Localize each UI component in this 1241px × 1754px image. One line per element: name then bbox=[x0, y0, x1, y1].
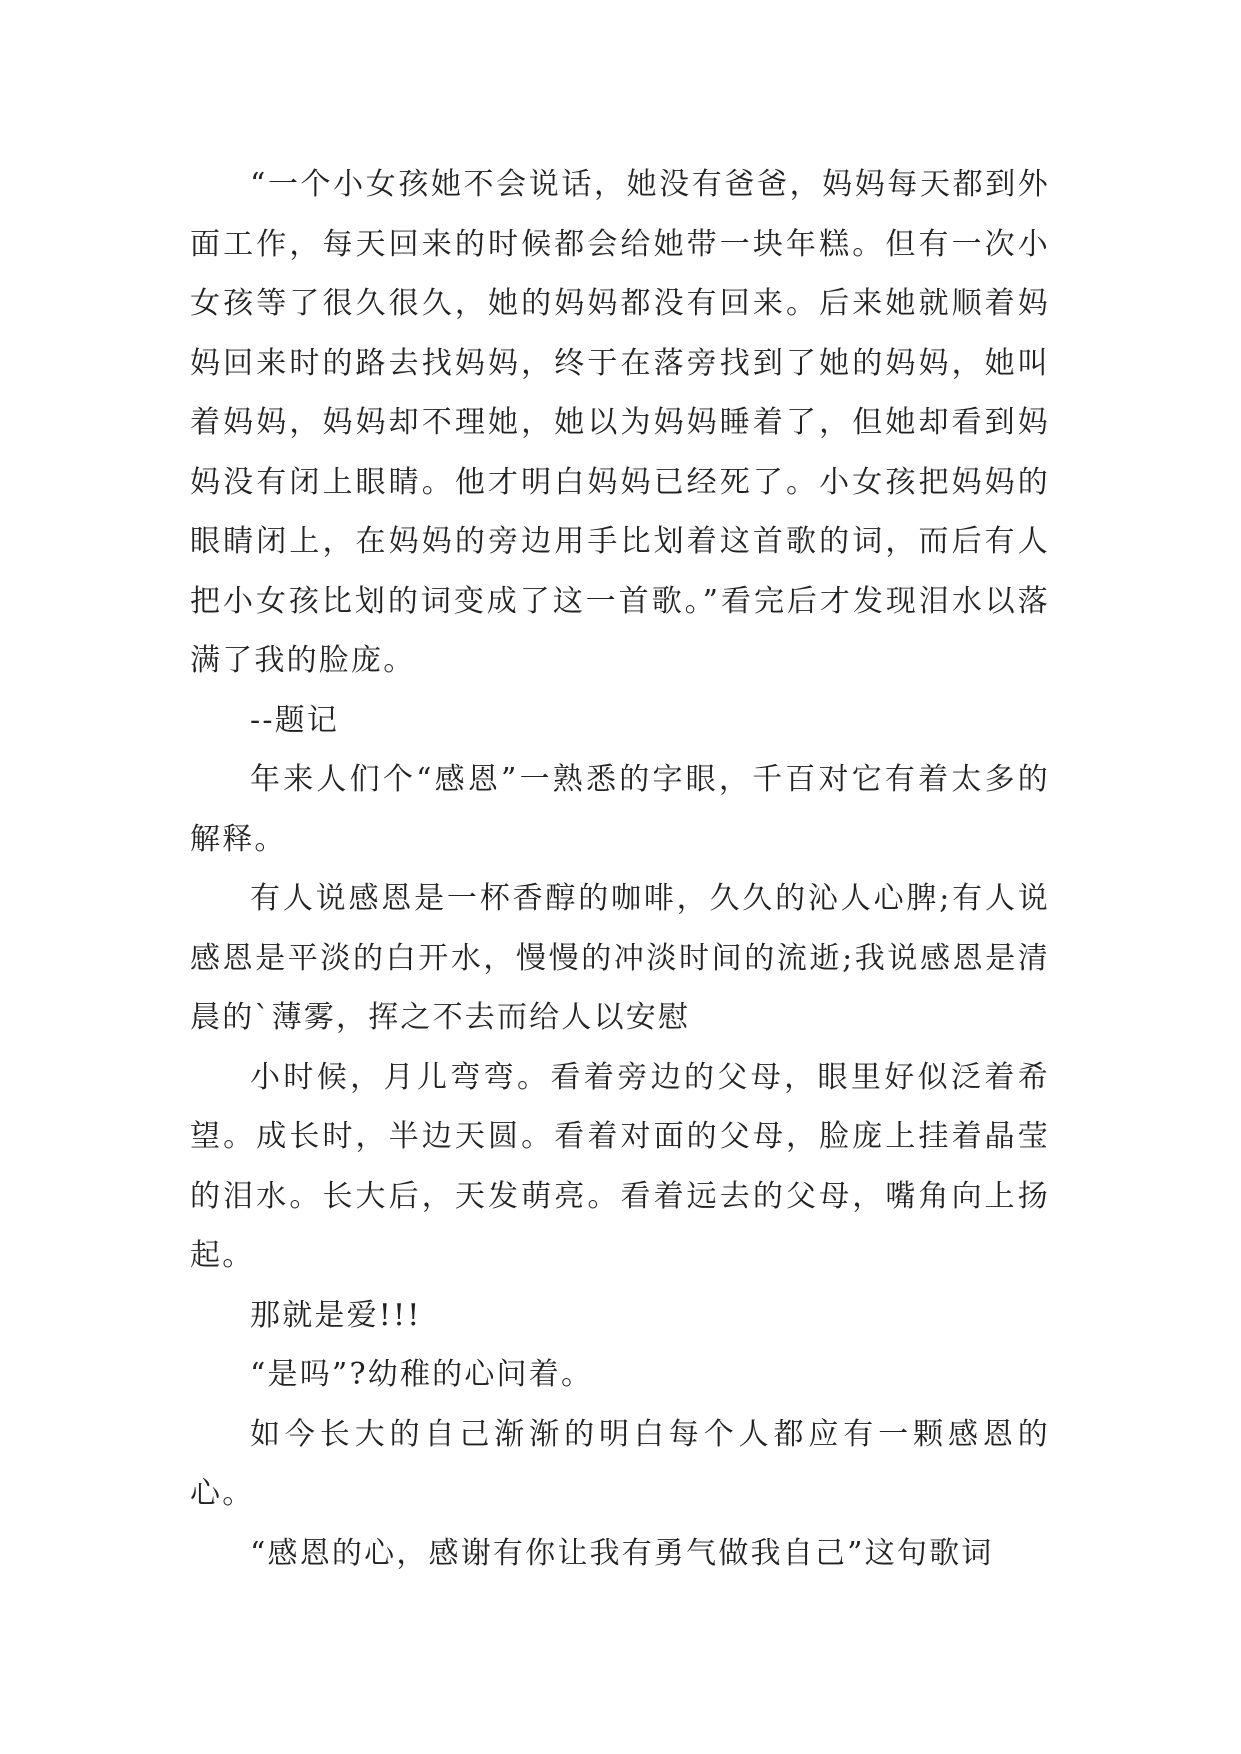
paragraph-story: “一个小女孩她不会说话，她没有爸爸，妈妈每天都到外面工作，每天回来的时候都会给她带一块年糕。但有一次小女孩等了很久很久，她的妈妈都没有回来。后来她就顺着妈妈回来时的路去找妈妈，终于在落旁找到了她的妈妈，她叫着妈妈，妈妈却不理她，她以为妈妈睡着了，但她却看到妈妈没有闭上眼睛。他才明白妈妈已经死了。小女孩把妈妈的眼睛闭上，在妈妈的旁边用手比划着这首歌的词，而后有人把小女孩比划的词变成了这一首歌。”看完后才发现泪水以落满了我的脸庞。 bbox=[190, 167, 1050, 678]
paragraph-childish-question: “是吗”?幼稚的心问着。 bbox=[250, 1357, 594, 1392]
paragraph-that-is-love: 那就是爱!!! bbox=[250, 1297, 422, 1333]
document-body bbox=[190, 155, 1050, 1583]
paragraph-gratitude-intro: 年来人们个“感恩”一熟悉的字眼，千百对它有着太多的解释。 bbox=[190, 762, 1050, 857]
paragraph-understanding: 如今长大的自己渐渐的明白每个人都应有一颗感恩的心。 bbox=[190, 1416, 1050, 1511]
paragraph-epigraph-attribution: --题记 bbox=[250, 702, 340, 738]
paragraph-song-lyric: “感恩的心，感谢有你让我有勇气做我自己”这句歌词 bbox=[250, 1535, 994, 1571]
paragraph-gratitude-metaphors: 有人说感恩是一杯香醇的咖啡，久久的沁人心脾;有人说感恩是平淡的白开水，慢慢的冲淡时间的流逝;我说感恩是清晨的`薄雾，挥之不去而给人以安慰 bbox=[190, 881, 1050, 1035]
paragraph-growing-up: 小时候，月儿弯弯。看着旁边的父母，眼里好似泛着希望。成长时，半边天圆。看着对面的父母，脸庞上挂着晶莹的泪水。长大后，天发萌亮。看着远去的父母，嘴角向上扬起。 bbox=[190, 1059, 1050, 1273]
